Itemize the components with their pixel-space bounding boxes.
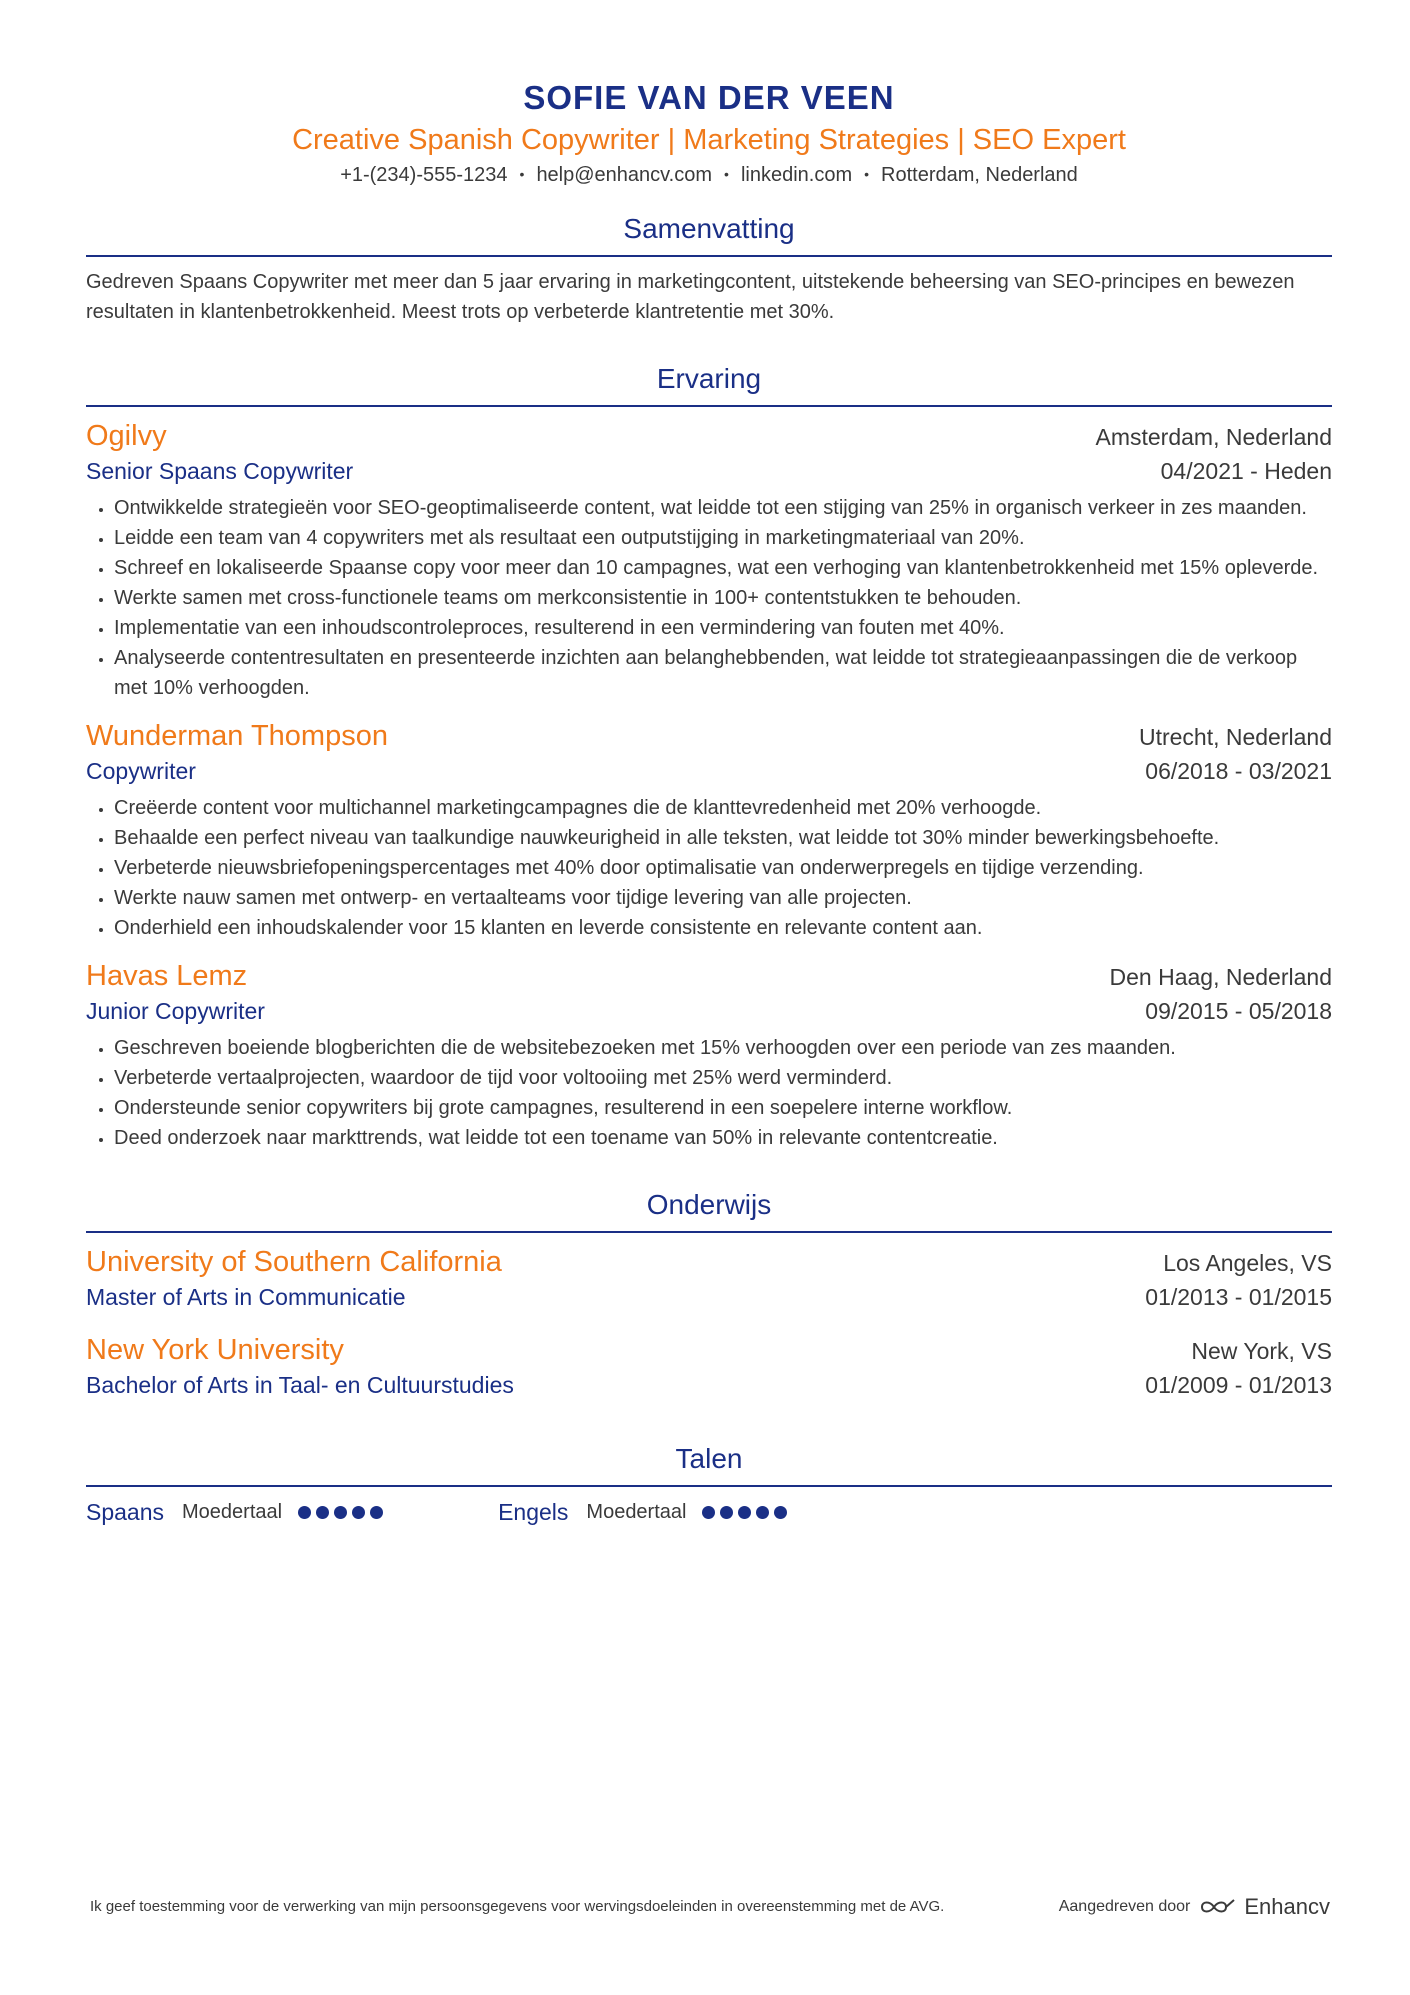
job-bullets: [86, 793, 1332, 943]
education-heading: Onderwijs: [86, 1187, 1332, 1233]
contact-line: [86, 160, 1332, 189]
experience-section: [86, 361, 1332, 1153]
page-footer: [90, 1894, 1330, 1920]
bullet-item: • Behaalde een perfect niveau van taalkundige nauwkeurigheid in alle teksten, wat leidde tot 30% minder bewerkingsbehoefte.: [114, 823, 1332, 853]
experience-heading: Ervaring: [86, 361, 1332, 407]
bullet-item: • Ontwikkelde strategieën voor SEO-geoptimaliseerde content, wat leidde tot een stijging van 25% in organisch verkeer in zes maanden.: [114, 493, 1332, 523]
rating-dot: [370, 1506, 383, 1519]
education-section: [86, 1187, 1332, 1401]
contact-separator: •: [864, 166, 870, 182]
rating-dot: [298, 1506, 311, 1519]
job-dates: 04/2021 - Heden: [1160, 458, 1332, 484]
education-entry: [86, 1243, 1332, 1313]
language-rating: [298, 1506, 388, 1519]
contact-email: help@enhancv.com: [536, 164, 713, 186]
job-bullets: [86, 493, 1332, 703]
contact-phone: +1-(234)-555-1234: [340, 164, 508, 186]
contact-location: Rotterdam, Nederland: [881, 164, 1078, 186]
company-name: Wunderman Thompson: [86, 720, 388, 752]
bullet-item: • Deed onderzoek naar markttrends, wat leidde tot een toename van 50% in relevante contentcreatie.: [114, 1123, 1332, 1153]
job-dates: 09/2015 - 05/2018: [1145, 998, 1332, 1024]
resume-header: [86, 0, 1332, 189]
language-item: [498, 1499, 792, 1526]
languages-section: [86, 1441, 1332, 1526]
candidate-title: Creative Spanish Copywriter | Marketing Strategies | SEO Expert: [292, 124, 1126, 156]
job-role: Senior Spaans Copywriter: [86, 458, 354, 484]
bullet-item: • Leidde een team van 4 copywriters met als resultaat een outputstijging in marketingmateriaal van 20%.: [114, 523, 1332, 553]
school-location: Los Angeles, VS: [1163, 1250, 1332, 1276]
rating-dot: [756, 1506, 769, 1519]
job-location: Utrecht, Nederland: [1138, 724, 1332, 750]
school-location: New York, VS: [1191, 1338, 1332, 1364]
language-name: Spaans: [86, 1499, 165, 1525]
summary-section: [86, 211, 1332, 327]
bullet-item: • Schreef en lokaliseerde Spaanse copy voor meer dan 10 campagnes, wat een verhoging van klantenbetrokkenheid met 15% opleverde.: [114, 553, 1332, 583]
contact-separator: •: [519, 166, 525, 182]
resume-page: [86, 0, 1332, 1526]
experience-entry: [86, 417, 1332, 703]
language-item: [86, 1499, 388, 1526]
education-entry: [86, 1331, 1332, 1401]
experience-entry: [86, 717, 1332, 943]
bullet-item: • Implementatie van een inhoudscontroleproces, resulterend in een vermindering van fouten met 40%.: [114, 613, 1332, 643]
powered-by-label: Aangedreven door: [1058, 1898, 1191, 1915]
powered-by: [1059, 1894, 1330, 1920]
education-dates: 01/2009 - 01/2013: [1145, 1372, 1332, 1398]
summary-heading: Samenvatting: [86, 211, 1332, 257]
bullet-item: • Analyseerde contentresultaten en presenteerde inzichten aan belanghebbenden, wat leidde tot strategieaanpassingen die de verkoop met 10% verhoogden.: [114, 643, 1332, 703]
education-dates: 01/2013 - 01/2015: [1145, 1284, 1332, 1310]
experience-entry: [86, 957, 1332, 1153]
bullet-item: • Onderhield een inhoudskalender voor 15 klanten en leverde consistente en relevante content aan.: [114, 913, 1332, 943]
job-location: Den Haag, Nederland: [1109, 964, 1332, 990]
degree-name: Master of Arts in Communicatie: [86, 1284, 406, 1310]
job-location: Amsterdam, Nederland: [1095, 424, 1332, 450]
rating-dot: [720, 1506, 733, 1519]
job-dates: 06/2018 - 03/2021: [1145, 758, 1332, 784]
bullet-item: • Geschreven boeiende blogberichten die de websitebezoeken met 15% verhoogden over een periode van zes maanden.: [114, 1033, 1332, 1063]
contact-linkedin: linkedin.com: [740, 164, 853, 186]
gdpr-consent-text: Ik geef toestemming voor de verwerking van mijn persoonsgegevens voor wervingsdoeleinden in overeenstemming met de AVG.: [90, 1898, 945, 1915]
languages-list: [86, 1499, 1332, 1526]
contact-separator: •: [724, 166, 729, 182]
rating-dot: [738, 1506, 751, 1519]
job-role: Junior Copywriter: [86, 998, 265, 1024]
language-level: Moedertaal: [182, 1501, 283, 1523]
language-level: Moedertaal: [586, 1501, 687, 1523]
bullet-item: • Ondersteunde senior copywriters bij grote campagnes, resulterend in een soepelere interne workflow.: [114, 1093, 1332, 1123]
rating-dot: [334, 1506, 347, 1519]
summary-text: Gedreven Spaans Copywriter met meer dan 5 jaar ervaring in marketingcontent, uitstekende beheersing van SEO-principes en bewezen resultaten in klantenbetrokkenheid. Meest trots op verbeterde klantretentie met 30%.: [86, 271, 1295, 323]
degree-name: Bachelor of Arts in Taal- en Cultuurstudies: [86, 1372, 514, 1398]
job-bullets: [86, 1033, 1332, 1153]
languages-heading: Talen: [86, 1441, 1332, 1487]
school-name: New York University: [86, 1334, 344, 1366]
enhancv-brand: Enhancv: [1244, 1894, 1330, 1919]
company-name: Havas Lemz: [86, 960, 248, 992]
bullet-item: • Werkte nauw samen met ontwerp- en vertaalteams voor tijdige levering van alle projecten.: [114, 883, 1332, 913]
enhancv-logo-icon: [1200, 1897, 1236, 1917]
rating-dot: [316, 1506, 329, 1519]
bullet-item: • Creëerde content voor multichannel marketingcampagnes die de klanttevredenheid met 20% verhoogde.: [114, 793, 1332, 823]
rating-dot: [774, 1506, 787, 1519]
school-name: University of Southern California: [86, 1246, 502, 1278]
language-rating: [702, 1506, 792, 1519]
rating-dot: [352, 1506, 365, 1519]
rating-dot: [702, 1506, 715, 1519]
language-name: Engels: [498, 1499, 569, 1525]
bullet-item: • Verbeterde vertaalprojecten, waardoor de tijd voor voltooiing met 25% werd verminderd.: [114, 1063, 1332, 1093]
candidate-name: SOFIE VAN DER VEEN: [523, 79, 895, 116]
bullet-item: • Verbeterde nieuwsbriefopeningspercentages met 40% door optimalisatie van onderwerpregels en tijdige verzending.: [114, 853, 1332, 883]
company-name: Ogilvy: [86, 420, 167, 452]
bullet-item: • Werkte samen met cross-functionele teams om merkconsistentie in 100+ contentstukken te behouden.: [114, 583, 1332, 613]
job-role: Copywriter: [86, 758, 196, 784]
